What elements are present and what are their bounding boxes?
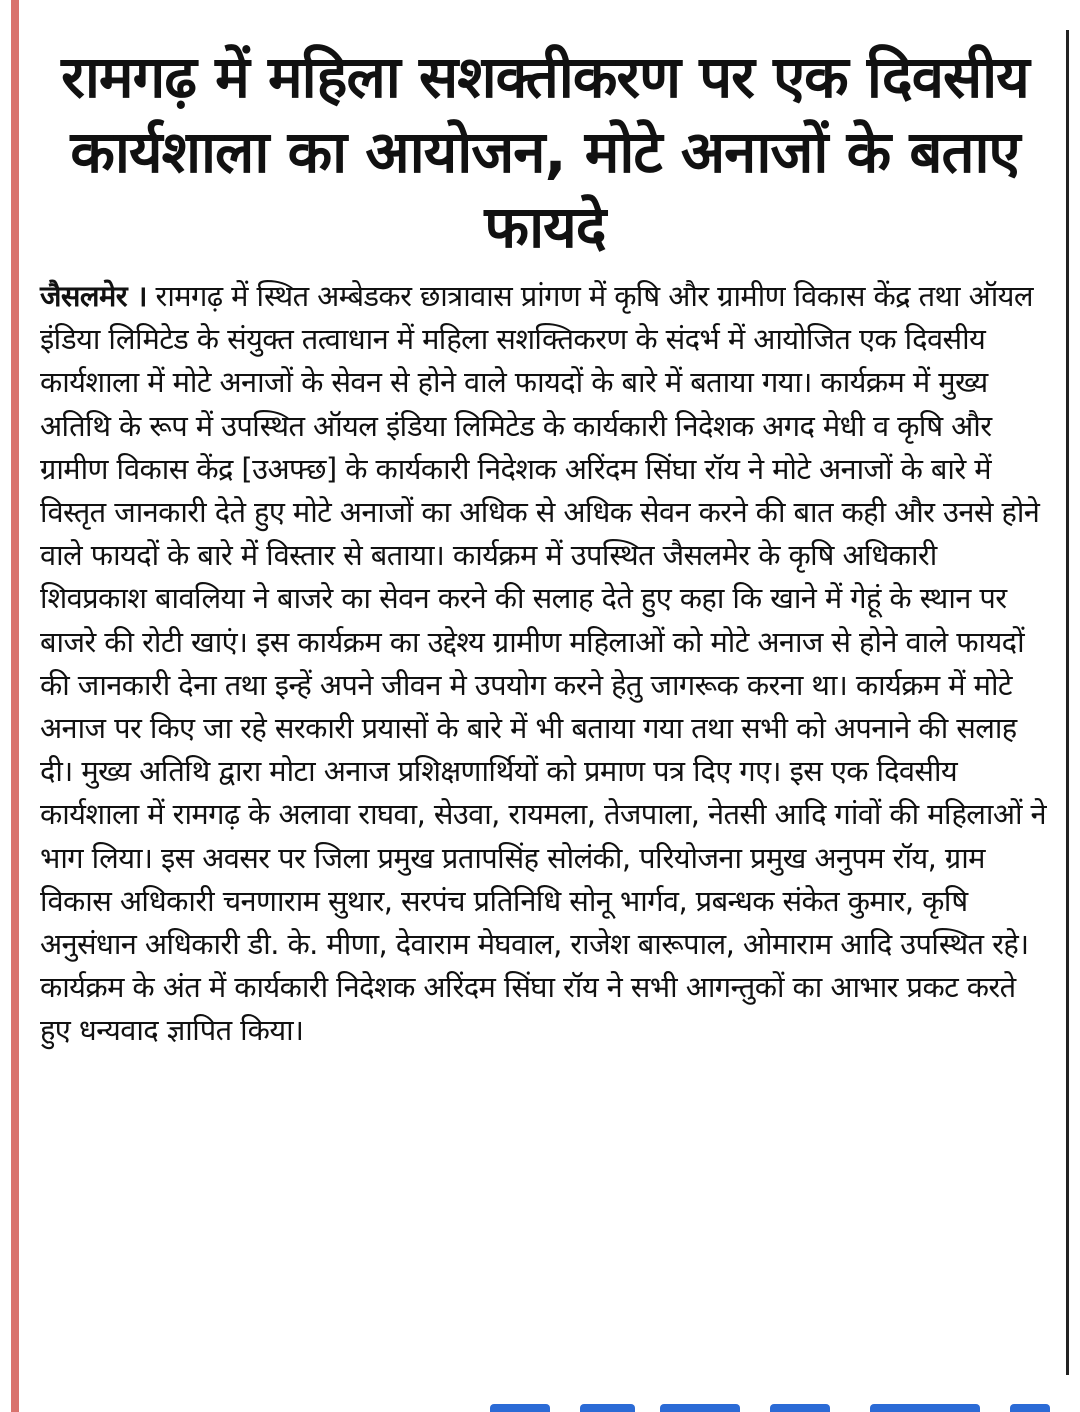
fragment-mark bbox=[660, 1404, 740, 1412]
news-article bbox=[40, 40, 1050, 1053]
fragment-mark bbox=[1010, 1404, 1050, 1412]
article-body bbox=[40, 275, 1050, 1053]
fragment-mark bbox=[870, 1404, 980, 1412]
article-body-text: रामगढ़ में स्थित अम्बेडकर छात्रावास प्रांगण में कृषि और ग्रामीण विकास केंद्र तथा ऑयल इंडिया लिमिटेड के संयुक्त तत्वाधान में महिला सशक्तिकरण के संदर्भ में आयोजित एक दिवसीय कार्यशाला में मोटे अनाजों के सेवन से होने वाले फायदों के बारे में बताया गया। कार्यक्रम में मुख्य अतिथि के रूप में उपस्थित ऑयल इंडिया लिमिटेड के कार्यकारी निदेशक अगद मेधी व कृषि और ग्रामीण विकास केंद्र [उअफ्छ] के कार्यकारी निदेशक अरिंदम सिंघा रॉय ने मोटे अनाजों के बारे में विस्तृत जानकारी देते हुए मोटे अनाजों का अधिक से अधिक सेवन करने की बात कही और उनसे होने वाले फायदों के बारे में विस्तार से बताया। कार्यक्रम में उपस्थित जैसलमेर के कृषि अधिकारी शिवप्रकाश बावलिया ने बाजरे का सेवन करने की सलाह देते हुए कहा कि खाने में गेहूं के स्थान पर बाजरे की रोटी खाएं। इस कार्यक्रम का उद्देश्य ग्रामीण महिलाओं को मोटे अनाज से होने वाले फायदों की जानकारी देना तथा इन्हें अपने जीवन मे उपयोग करने हेतु जागरूक करना था। कार्यक्रम में मोटे अनाज पर किए जा रहे सरकारी प्रयासों के बारे में भी बताया गया तथा सभी को अपनाने की सलाह दी। मुख्य अतिथि द्वारा मोटा अनाज प्रशिक्षणार्थियों को प्रमाण पत्र दिए गए। इस एक दिवसीय कार्यशाला में रामगढ़ के अलावा राघवा, सेउवा, रायमला, तेजपाला, नेतसी आदि गांवों की महिलाओं ने भाग लिया। इस अवसर पर जिला प्रमुख प्रतापसिंह सोलंकी, परियोजना प्रमुख अनुपम रॉय, ग्राम विकास अधिकारी चनणाराम सुथार, सरपंच प्रतिनिधि सोनू भार्गव, प्रबन्धक संकेत कुमार, कृषि अनुसंधान अधिकारी डी. के. मीणा, देवाराम मेघवाल, राजेश बारूपाल, ओमाराम आदि उपस्थित रहे। कार्यक्रम के अंत में कार्यकारी निदेशक अरिंदम सिंघा रॉय ने सभी आगन्तुकों का आभार प्रकट करते हुए धन्यवाद ज्ञापित किया। bbox=[40, 279, 1046, 1048]
left-column-rule bbox=[11, 0, 19, 1412]
article-dateline: जैसलमेर । bbox=[40, 279, 147, 313]
fragment-mark bbox=[580, 1404, 635, 1412]
fragment-mark bbox=[770, 1404, 830, 1412]
next-headline-fragment bbox=[470, 1398, 1070, 1412]
article-headline: रामगढ़ में महिला सशक्तीकरण पर एक दिवसीय कार्यशाला का आयोजन, मोटे अनाजों के बताए फायदे bbox=[61, 43, 1029, 261]
fragment-mark bbox=[490, 1404, 550, 1412]
right-column-rule bbox=[1066, 30, 1069, 1375]
